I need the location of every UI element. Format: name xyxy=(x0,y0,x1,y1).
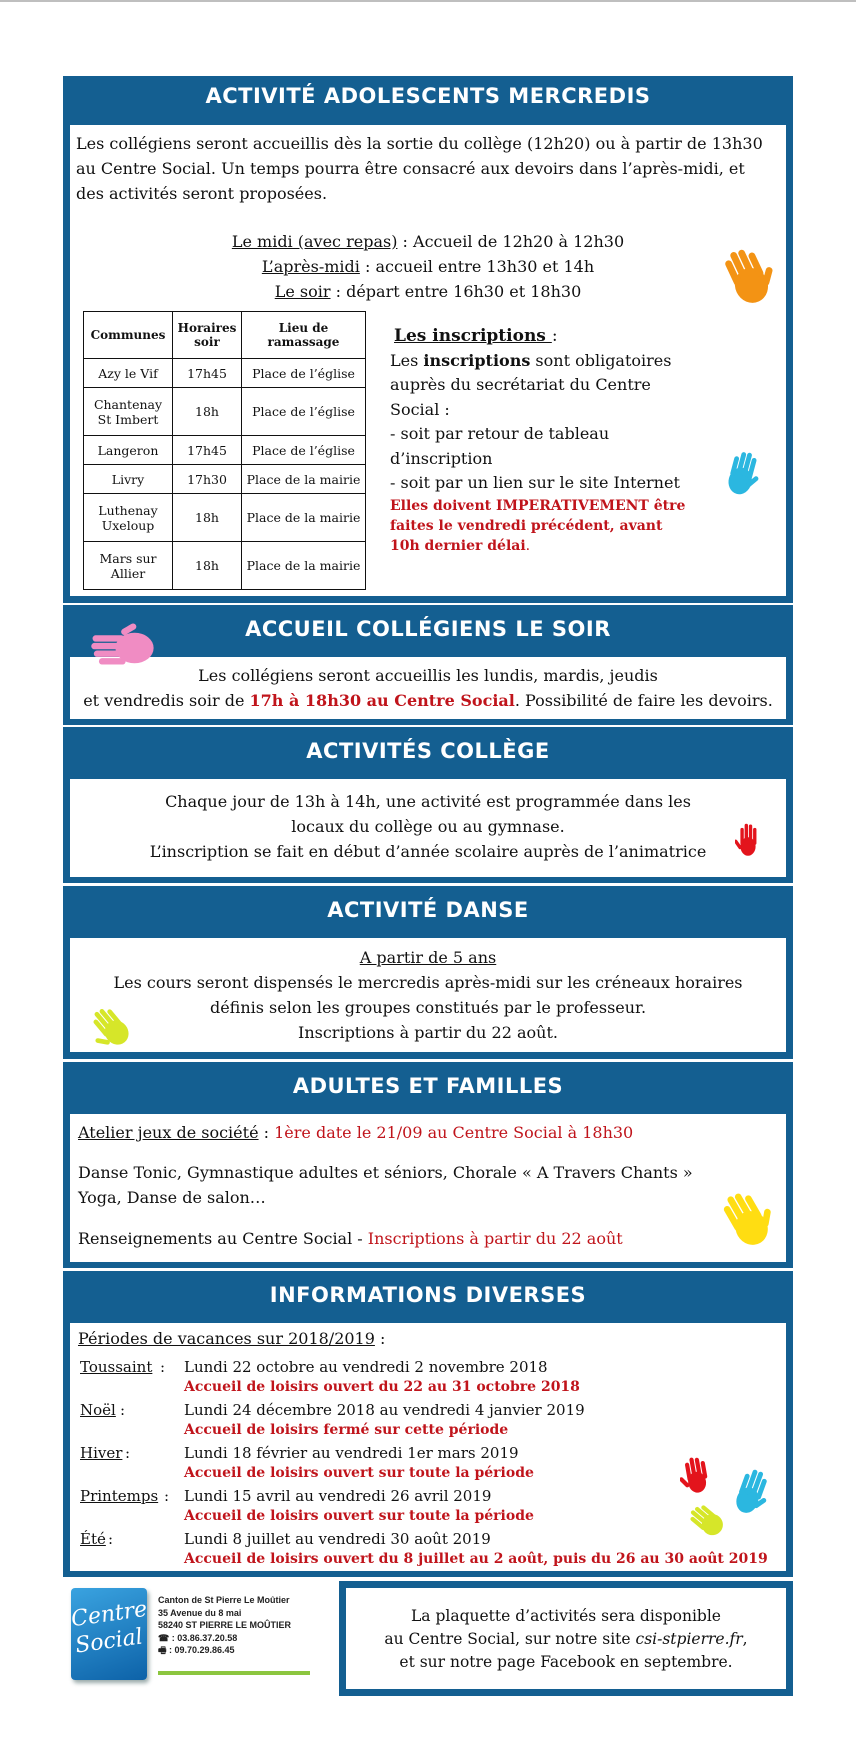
table-row: Mars sur Allier 18h Place de la mairie xyxy=(84,542,366,590)
section-adultes xyxy=(63,1062,793,1268)
ado-schedule xyxy=(70,229,786,304)
red-hand-icon xyxy=(735,822,761,860)
ramassage-table xyxy=(83,311,366,590)
section-danse xyxy=(63,886,793,1059)
address-block: Canton de St Pierre Le Moûtier 35 Avenue du 8 mai 58240 ST PIERRE LE MOÛTIER ☎ : 03.86.37.20.58 🖷 : 09.70.29.86.45 xyxy=(158,1595,292,1655)
cyan-hand-icon xyxy=(718,446,766,502)
red-small-hand-icon xyxy=(680,1455,712,1497)
centre-social-logo: Centre Social xyxy=(71,1588,147,1680)
schedule-line: Le midi (avec repas) : Accueil de 12h20 à 12h30 xyxy=(231,232,625,251)
table-header: Communes xyxy=(84,312,173,359)
section-adultes-body: Atelier jeux de société : 1ère date le 21/09 au Centre Social à 18h30 Danse Tonic, Gymnastique adultes et séniors, Chorale « A Travers Chants » Yoga, Danse de salon… Renseignements au Centre Social - Inscriptions à partir du 22 août xyxy=(70,1114,786,1262)
yellow-green-small-hand-icon xyxy=(684,1500,732,1542)
table-row: Langeron 17h45 Place de l’église xyxy=(84,436,366,465)
table-row: Azy le Vif 17h45 Place de l’église xyxy=(84,359,366,388)
top-border xyxy=(0,0,856,2)
cyan-small-hand-icon xyxy=(728,1466,772,1520)
table-row: Livry 17h30 Place de la mairie xyxy=(84,465,366,494)
section-title: ACTIVITÉ DANSE xyxy=(327,898,529,922)
yellow-green-hand-icon xyxy=(86,1002,138,1052)
section-title: ADULTES ET FAMILLES xyxy=(292,1074,564,1098)
section-ado-body xyxy=(70,125,786,596)
inscriptions-text: Les inscriptions sont obligatoires auprès du secrétariat du Centre Social : xyxy=(390,350,672,419)
pink-hand-icon xyxy=(90,622,160,674)
inscriptions-warning: Elles doivent IMPERATIVEMENT être faites le vendredi précédent, avant 10h dernier délai. xyxy=(390,497,686,554)
orange-hand-icon xyxy=(714,244,782,312)
table-header: Horaires soir xyxy=(173,312,242,359)
schedule-line: L’après-midi : accueil entre 13h30 et 14h xyxy=(261,257,595,276)
section-college xyxy=(63,727,793,883)
section-soir xyxy=(63,605,793,725)
section-title: ACTIVITÉS COLLÈGE xyxy=(306,739,550,763)
inscriptions-option: - soit par retour de tableau d’inscription xyxy=(390,424,610,468)
section-ado xyxy=(63,76,793,603)
section-title: ACTIVITÉ ADOLESCENTS MERCREDIS xyxy=(205,84,651,108)
section-soir-body: Les collégiens seront accueillis les lundis, mardis, jeudis et vendredis soir de 17h à 18h30 au Centre Social. Possibilité de faire les devoirs. xyxy=(70,657,786,719)
section-title: ACCUEIL COLLÉGIENS LE SOIR xyxy=(245,617,611,641)
schedule-line: Le soir : départ entre 16h30 et 18h30 xyxy=(274,282,582,301)
section-danse-body: A partir de 5 ans Les cours seront dispensés le mercredis après-midi sur les créneaux horaires définis selon les groupes constitués par le professeur. Inscriptions à partir du 22 août. xyxy=(70,938,786,1052)
table-header: Lieu de ramassage xyxy=(242,312,366,359)
table-row: Luthenay Uxeloup 18h Place de la mairie xyxy=(84,494,366,542)
inscriptions-block xyxy=(390,324,690,556)
section-infos-body: Périodes de vacances sur 2018/2019 : Toussaint : Lundi 22 octobre au vendredi 2 novembre 2018 Accueil de loisirs ouvert du 22 au 31 octobre 2018 Noël : Lundi 24 décembre 2018 au vendredi 4 janvier 2019 Accueil de loisirs fermé sur cette période Hiver : Lundi 18 février au vendredi 1er mars 2019 Accueil de loisirs ouvert sur toute la période Printemps : Lundi 15 avril au vendredi 26 avril 2019 Accueil de loisirs ouvert sur toute la période Été : Lundi 8 juillet au vendredi 30 août 2019 Accueil de loisirs ouvert du 8 juillet au 2 août, puis du 26 au 30 août 2019 xyxy=(70,1323,786,1571)
green-divider xyxy=(158,1671,310,1675)
section-college-body: Chaque jour de 13h à 14h, une activité est programmée dans les locaux du collège ou au gymnase. L’inscription se fait en début d’année scolaire auprès de l’animatrice xyxy=(70,779,786,877)
table-row: Chantenay St Imbert 18h Place de l’église xyxy=(84,388,366,436)
section-title: INFORMATIONS DIVERSES xyxy=(269,1283,587,1307)
ado-intro: Les collégiens seront accueillis dès la sortie du collège (12h20) ou à partir de 13h30 au Centre Social. Un temps pourra être consacré aux devoirs dans l’après-midi, et des activités seront proposées. xyxy=(76,134,763,203)
inscriptions-heading: Les inscriptions : xyxy=(394,326,558,346)
plaquette-box: La plaquette d’activités sera disponible au Centre Social, sur notre site csi-stpierre.fr, et sur notre page Facebook en septembre. xyxy=(339,1581,793,1696)
yellow-hand-icon xyxy=(714,1188,780,1252)
inscriptions-option: - soit par un lien sur le site Internet xyxy=(390,473,680,492)
